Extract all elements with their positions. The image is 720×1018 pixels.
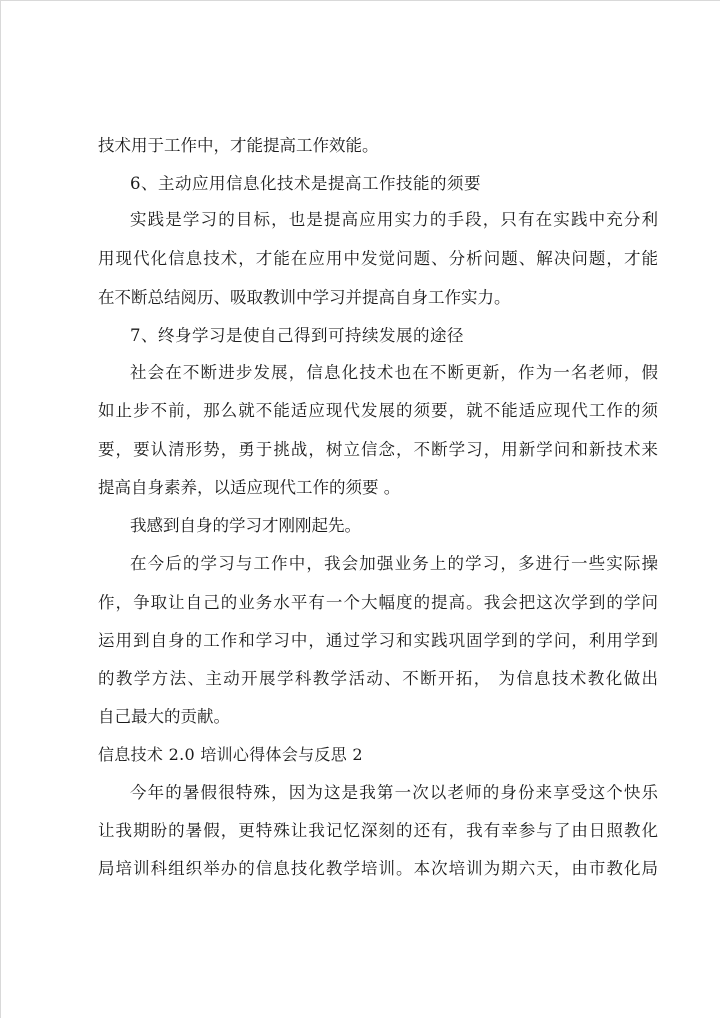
paragraph-line: 要，要认清形势，勇于挑战，树立信念，不断学习，用新学问和新技术来 xyxy=(98,440,658,459)
paragraph-line: 让我期盼的暑假，更特殊让我记忆深刻的还有，我有幸参与了由日照教化 xyxy=(98,821,658,840)
paragraph-line: 社会在不断进步发展，信息化技术也在不断更新，作为一名老师，假 xyxy=(130,363,658,382)
paragraph-line: 用现代化信息技术，才能在应用中发觉问题、分析问题、解决问题，才能 xyxy=(98,249,658,268)
paragraph-line: 自己最大的贡献。 xyxy=(98,707,230,726)
page-border-left xyxy=(0,0,1,1018)
paragraph-line: 如止步不前，那么就不能适应现代发展的须要，就不能适应现代工作的须 xyxy=(98,401,658,420)
paragraph-line: 实践是学习的目标，也是提高应用实力的手段，只有在实践中充分利 xyxy=(130,210,658,229)
paragraph-line: 局培训科组织举办的信息技化教学培训。本次培训为期六天，由市教化局 xyxy=(98,859,658,878)
section-heading-6: 6、主动应用信息化技术是提高工作技能的须要 xyxy=(130,174,481,193)
paragraph-line: 运用到自身的工作和学习中，通过学习和实践巩固学到的学问，利用学到 xyxy=(98,631,658,650)
section-title: 信息技术 2.0 培训心得体会与反思 2 xyxy=(98,745,363,764)
paragraph-line: 在今后的学习与工作中，我会加强业务上的学习，多进行一些实际操 xyxy=(130,554,658,573)
paragraph-line: 我感到自身的学习才刚刚起先。 xyxy=(130,516,361,535)
paragraph-line: 提高自身素养，以适应现代工作的须要 。 xyxy=(98,478,401,497)
paragraph-line: 今年的暑假很特殊，因为这是我第一次以老师的身份来享受这个快乐 xyxy=(130,783,658,802)
section-heading-7: 7、终身学习是使自己得到可持续发展的途径 xyxy=(130,326,464,345)
paragraph-line: 在不断总结阅历、吸取教训中学习并提高自身工作实力。 xyxy=(98,288,511,307)
page-border-top xyxy=(0,0,720,1)
paragraph-line: 作，争取让自己的业务水平有一个大幅度的提高。我会把这次学到的学问 xyxy=(98,593,658,612)
paragraph-line: 技术用于工作中，才能提高工作效能。 xyxy=(98,136,379,155)
paragraph-line: 的教学方法、主动开展学科教学活动、不断开拓， 为信息技术教化做出 xyxy=(98,669,658,688)
